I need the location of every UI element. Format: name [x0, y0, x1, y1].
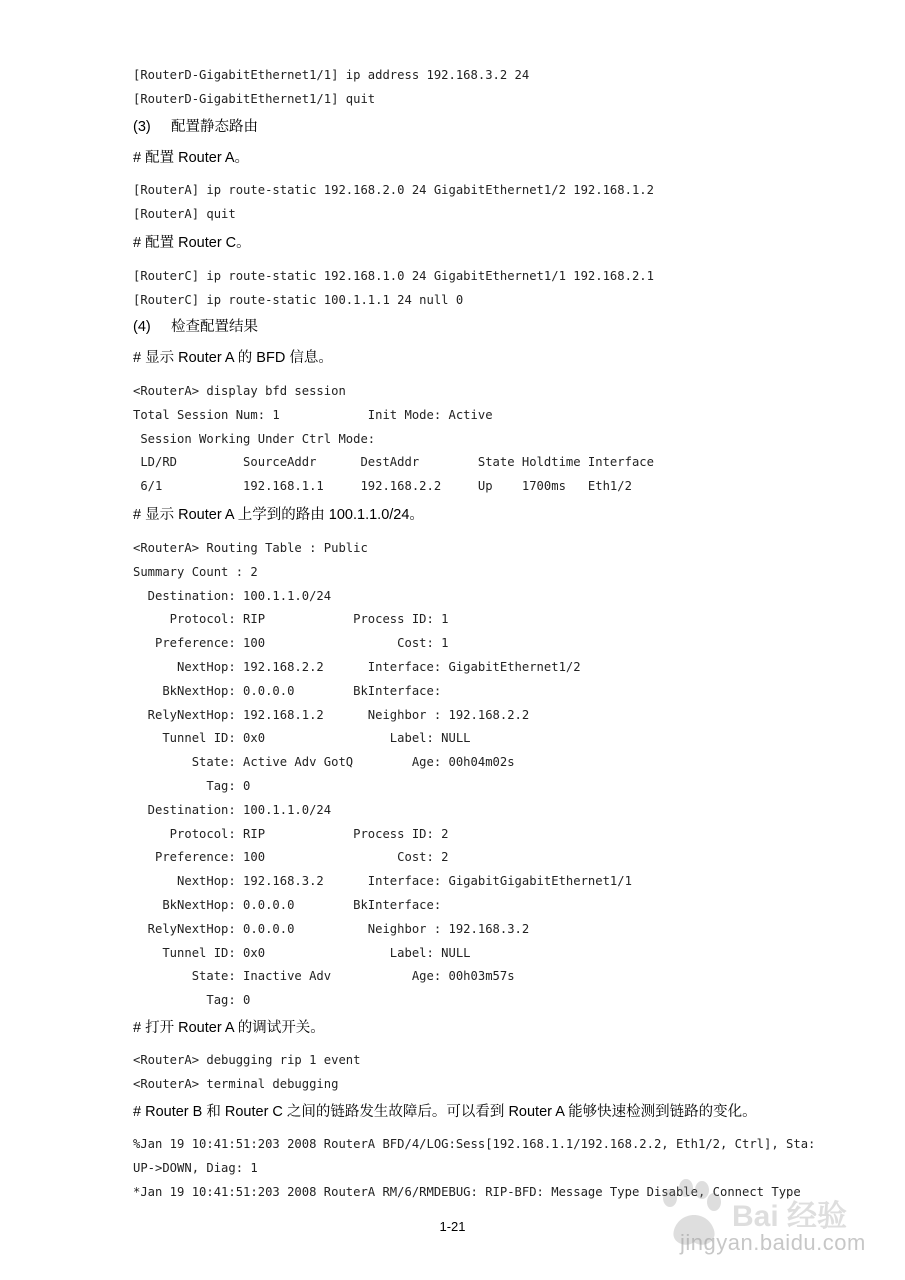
code-line: <RouterA> Routing Table : Public [133, 541, 368, 555]
code-line: UP->DOWN, Diag: 1 [133, 1160, 258, 1175]
code-line: BkNextHop: 0.0.0.0 BkInterface: [133, 897, 442, 912]
code-line: Tunnel ID: 0x0 Label: NULL [133, 731, 471, 746]
code-line: RelyNextHop: 0.0.0.0 Neighbor : 192.168.3.2 [133, 921, 530, 936]
code-line: *Jan 19 10:41:51:203 2008 RouterA RM/6/RMDEBUG: RIP-BFD: Message Type Disable, Connect Type [133, 1184, 801, 1199]
note-text: # 显示 Router A 上学到的路由 100.1.1.0/24。 [133, 507, 424, 523]
code-line: Destination: 100.1.1.0/24 [133, 802, 332, 817]
code-line: NextHop: 192.168.2.2 Interface: GigabitEthernet1/2 [133, 659, 581, 674]
code-line: LD/RD SourceAddr DestAddr State Holdtime Interface [133, 455, 654, 470]
code-line: Summary Count : 2 [133, 564, 258, 579]
code-line: RelyNextHop: 192.168.1.2 Neighbor : 192.168.2.2 [133, 707, 530, 722]
debug-cmds-code [133, 1049, 360, 1097]
step-title: 检查配置结果 [171, 319, 258, 335]
code-line: [RouterA] ip route-static 192.168.2.0 24 GigabitEthernet1/2 192.168.1.2 [133, 183, 654, 197]
code-line: [RouterD-GigabitEthernet1/1] ip address 192.168.3.2 24 [133, 68, 530, 82]
note-configure-c [133, 233, 251, 253]
code-line: State: Active Adv GotQ Age: 00h04m02s [133, 755, 515, 770]
note-bfd-info [133, 348, 333, 368]
routerd-code-block [133, 64, 529, 112]
note-route-info [133, 505, 424, 525]
watermark-url: jingyan.baidu.com [680, 1230, 866, 1255]
bfd-output-code [133, 380, 654, 499]
code-line: 6/1 192.168.1.1 192.168.2.2 Up 1700ms Eth1/2 [133, 479, 632, 494]
note-text: # 配置 Router C。 [133, 235, 251, 251]
page-number: 1-21 [439, 1219, 466, 1234]
code-line: %Jan 19 10:41:51:203 2008 RouterA BFD/4/LOG:Sess[192.168.1.1/192.168.2.2, Eth1/2, Ctrl], Sta: [133, 1137, 816, 1151]
code-line: [RouterC] ip route-static 100.1.1.1 24 null 0 [133, 292, 464, 307]
note-text: # Router B 和 Router C 之间的链路发生故障后。可以看到 Router A 能够快速检测到链路的变化。 [133, 1104, 757, 1120]
routerc-static-code [133, 265, 654, 313]
code-line: Session Working Under Ctrl Mode: [133, 431, 376, 446]
step-title: 配置静态路由 [171, 119, 258, 135]
routera-static-code [133, 179, 654, 227]
watermark-brand: Bai 经验 [732, 1200, 848, 1233]
code-line: Protocol: RIP Process ID: 1 [133, 612, 449, 627]
code-line: Total Session Num: 1 Init Mode: Active [133, 407, 493, 422]
code-line: Protocol: RIP Process ID: 2 [133, 826, 449, 841]
note-configure-a [133, 148, 249, 168]
code-line: Tunnel ID: 0x0 Label: NULL [133, 945, 471, 960]
code-line: <RouterA> debugging rip 1 event [133, 1053, 361, 1067]
note-text: # 显示 Router A 的 BFD 信息。 [133, 350, 333, 366]
code-line: [RouterC] ip route-static 192.168.1.0 24 GigabitEthernet1/1 192.168.2.1 [133, 269, 654, 283]
code-line: <RouterA> terminal debugging [133, 1076, 339, 1091]
note-text: # 配置 Router A。 [133, 150, 250, 166]
step-heading [133, 317, 258, 337]
note-text: # 打开 Router A 的调试开关。 [133, 1020, 325, 1036]
step-heading [133, 117, 258, 137]
note-debug [133, 1018, 325, 1038]
route-output-code [133, 537, 632, 1013]
code-line: Tag: 0 [133, 778, 251, 793]
step-number: (4) [133, 319, 151, 335]
code-line: BkNextHop: 0.0.0.0 BkInterface: [133, 683, 442, 698]
code-line: [RouterD-GigabitEthernet1/1] quit [133, 91, 376, 106]
code-line: <RouterA> display bfd session [133, 384, 346, 398]
step-number: (3) [133, 119, 151, 135]
code-line: Tag: 0 [133, 993, 251, 1008]
code-line: Preference: 100 Cost: 1 [133, 636, 449, 651]
code-line: Destination: 100.1.1.0/24 [133, 588, 332, 603]
code-line: NextHop: 192.168.3.2 Interface: GigabitGigabitEthernet1/1 [133, 874, 632, 889]
code-line: Preference: 100 Cost: 2 [133, 850, 449, 865]
code-line: State: Inactive Adv Age: 00h03m57s [133, 969, 515, 984]
note-fault [133, 1102, 757, 1122]
code-line: [RouterA] quit [133, 206, 236, 221]
